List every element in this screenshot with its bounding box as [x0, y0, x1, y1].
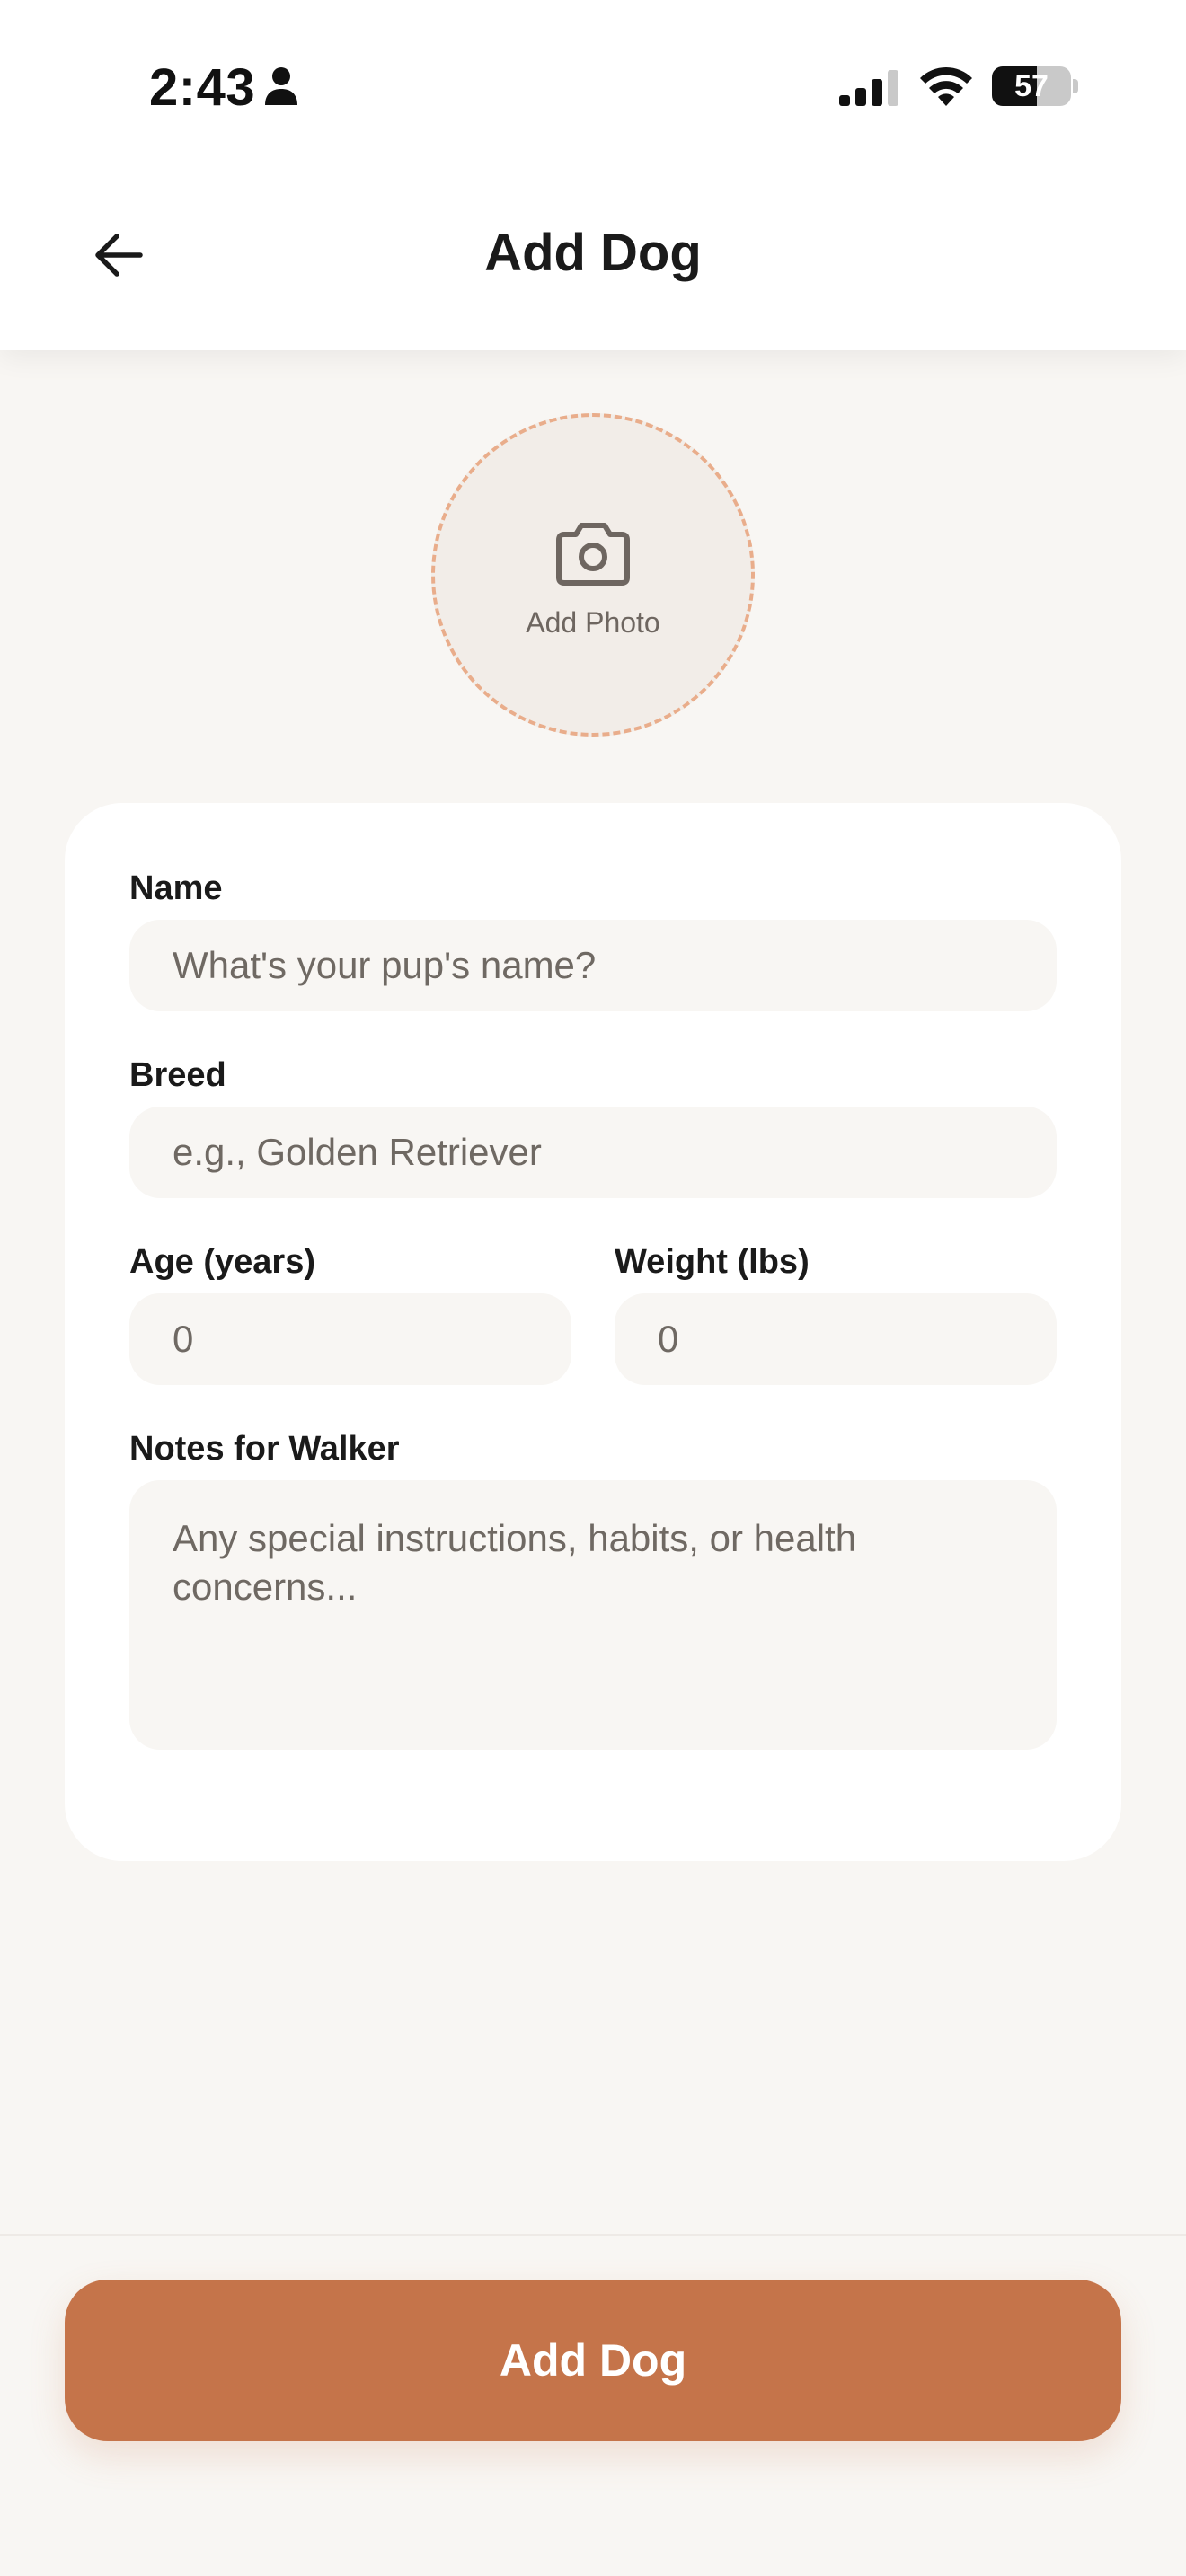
signal-icon [839, 70, 900, 106]
bottom-divider [0, 2234, 1186, 2236]
battery-icon [992, 66, 1078, 106]
name-label: Name [129, 869, 223, 907]
age-input[interactable] [129, 1293, 571, 1385]
page-title: Add Dog [484, 224, 702, 282]
notes-label: Notes for Walker [129, 1430, 400, 1468]
nav-bar [0, 171, 1186, 350]
notes-textarea[interactable] [129, 1480, 1057, 1750]
person-icon [264, 66, 298, 106]
age-label: Age (years) [129, 1243, 315, 1281]
weight-input[interactable] [615, 1293, 1057, 1385]
breed-input[interactable] [129, 1107, 1057, 1198]
battery-level: 57 [1014, 69, 1049, 103]
breed-label: Breed [129, 1056, 226, 1094]
app-header [0, 0, 1186, 350]
dog-form-card [65, 803, 1121, 1861]
add-photo-button[interactable] [431, 413, 755, 737]
add-photo-label: Add Photo [526, 605, 660, 639]
status-time: 2:43 [149, 58, 256, 117]
weight-label: Weight (lbs) [615, 1243, 810, 1281]
status-bar [0, 0, 1186, 171]
name-input[interactable] [129, 920, 1057, 1011]
wifi-icon [918, 65, 974, 108]
add-dog-button[interactable]: Add Dog [65, 2280, 1121, 2441]
camera-icon [552, 518, 634, 590]
